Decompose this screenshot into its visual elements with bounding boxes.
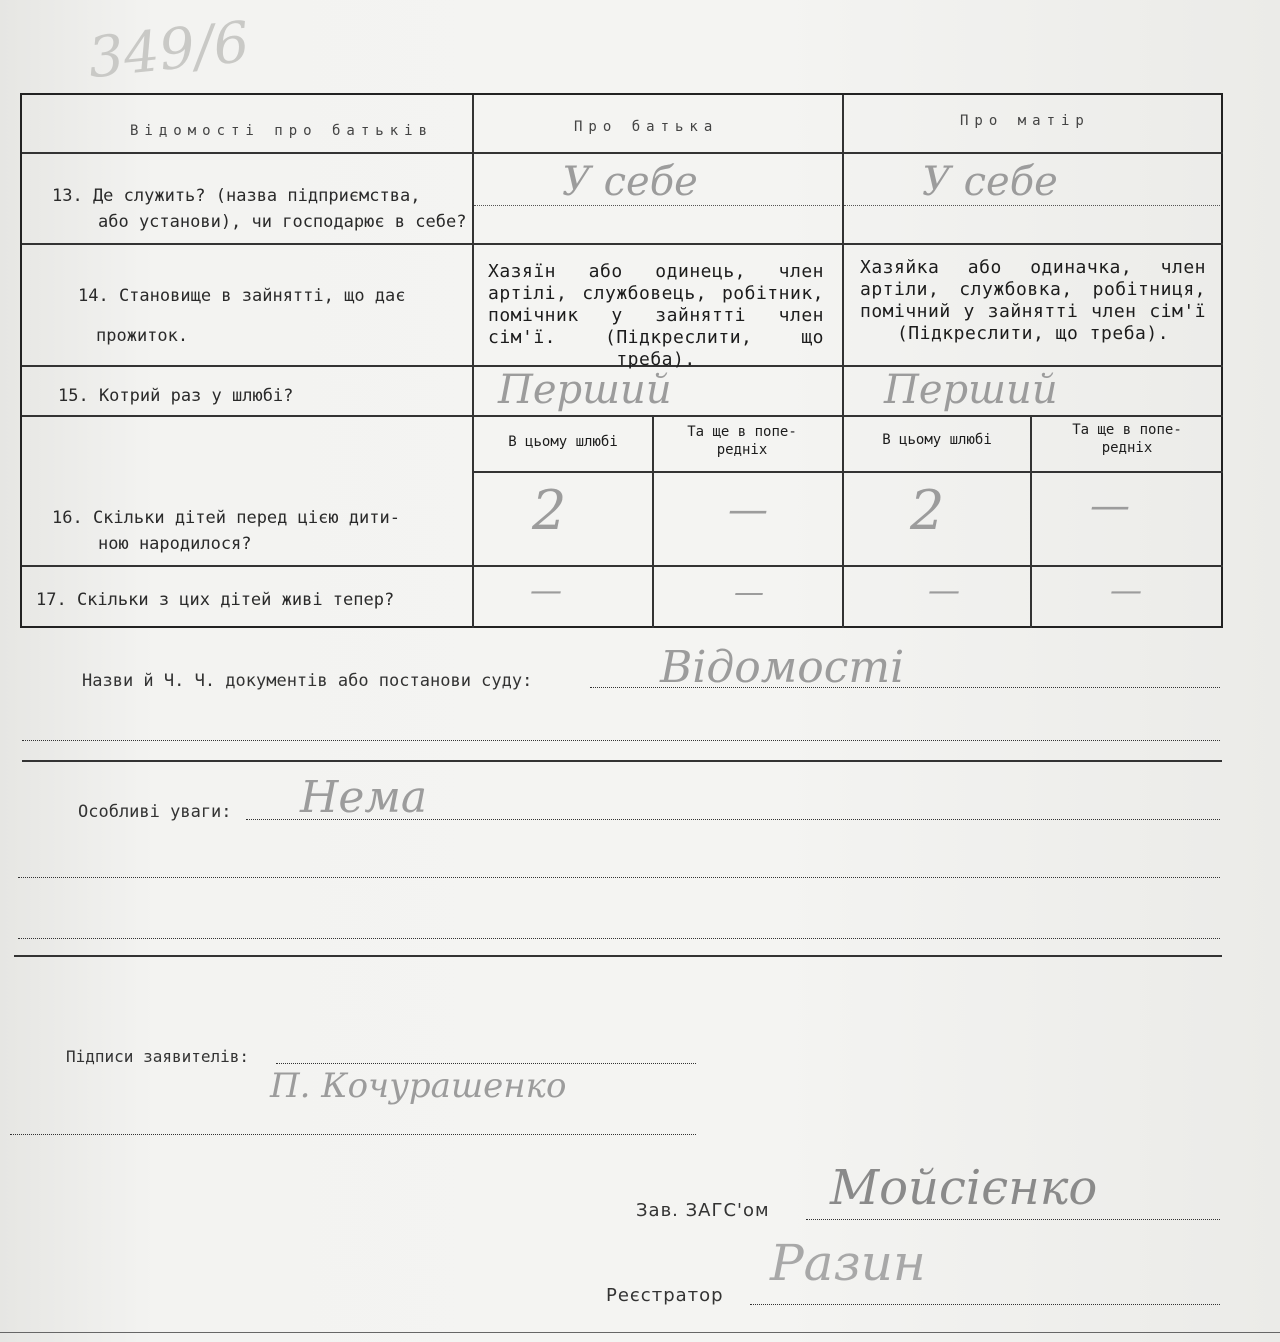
mother-occupation-options: Хазяйка або одиначка, член артіли, службовка, робітниця, помічний у зайнятті член сім'ї (Підкреслити, що треба). bbox=[860, 257, 1206, 344]
father-marriage-count: Перший bbox=[498, 367, 672, 413]
registrar-line bbox=[750, 1304, 1220, 1305]
mother-living-this-marriage: — bbox=[928, 571, 960, 609]
applicant-signatures-line-2 bbox=[10, 1134, 696, 1135]
page-bottom-edge bbox=[0, 1332, 1280, 1333]
mother-q13-dotline bbox=[844, 205, 1220, 206]
header-father: Про батька bbox=[574, 119, 719, 135]
registry-head-signature: Мойсієнко bbox=[830, 1160, 1098, 1216]
applicant-signatures-line-1 bbox=[276, 1063, 696, 1064]
col-divider-1 bbox=[472, 95, 474, 628]
mother-this-marriage-header: В цьому шлюбі bbox=[882, 432, 992, 448]
mother-prev-marriages-header-line1: Та ще в попе- bbox=[1072, 422, 1182, 438]
father-living-this-marriage: — bbox=[530, 571, 562, 609]
remarks-line-3 bbox=[18, 938, 1220, 939]
question-15: 15. Котрий раз у шлюбі? bbox=[58, 386, 294, 406]
remarks-label: Особливі уваги: bbox=[78, 802, 232, 822]
question-14-line1: 14. Становище в зайнятті, що дає bbox=[78, 286, 406, 306]
header-mother: Про матір bbox=[960, 113, 1090, 129]
col-divider-2 bbox=[842, 95, 844, 628]
row-line-sub-header bbox=[472, 471, 1223, 473]
row-line-header bbox=[22, 152, 1223, 154]
father-living-prev-marriages: — bbox=[734, 575, 764, 610]
documents-value: Відомості bbox=[660, 642, 905, 693]
parents-info-table bbox=[20, 93, 1223, 628]
applicant-signature: П. Кочурашенко bbox=[270, 1066, 567, 1106]
row-line-13 bbox=[22, 243, 1223, 245]
documents-section-rule bbox=[22, 760, 1222, 762]
registrar-signature: Разин bbox=[770, 1234, 926, 1292]
question-13-line2: або установи), чи господарює в себе? bbox=[98, 212, 467, 232]
question-16-line1: 16. Скільки дітей перед цією дити- bbox=[52, 508, 400, 528]
father-children-prev-marriages: — bbox=[728, 487, 768, 533]
registrar-label: Реєстратор bbox=[606, 1285, 724, 1306]
documents-label: Назви й Ч. Ч. документів або постанови суду: bbox=[82, 671, 533, 691]
row-line-16 bbox=[22, 565, 1223, 567]
applicant-signatures-label: Підписи заявителів: bbox=[66, 1047, 250, 1066]
row-line-15 bbox=[22, 415, 1223, 417]
question-14-line2: прожиток. bbox=[96, 326, 189, 346]
mother-prev-marriages-header-line2: редніх bbox=[1101, 440, 1153, 456]
registry-head-label: Зав. ЗАГС'ом bbox=[636, 1200, 770, 1221]
father-this-marriage-header: В цьому шлюбі bbox=[508, 434, 618, 450]
header-parents-info: Відомості про батьків bbox=[130, 123, 434, 139]
father-children-this-marriage: 2 bbox=[532, 479, 567, 542]
father-prev-marriages-header-line2: редніх bbox=[716, 442, 768, 458]
mother-workplace: У себе bbox=[922, 159, 1058, 205]
question-16-line2: ною народилося? bbox=[98, 534, 252, 554]
registry-head-line bbox=[806, 1219, 1220, 1220]
archive-note: 349/6 bbox=[85, 9, 253, 92]
remarks-section-rule bbox=[14, 955, 1222, 957]
father-workplace: У себе bbox=[562, 159, 698, 205]
documents-line-2 bbox=[22, 740, 1220, 741]
father-occupation-options: Хазяїн або одинець, член артілі, службовець, робітник, помічник у зайнятті член сім'ї. (Підкреслити, що треба). bbox=[488, 261, 824, 370]
remarks-line-2 bbox=[18, 877, 1220, 878]
father-q13-dotline bbox=[474, 205, 840, 206]
mother-living-prev-marriages: — bbox=[1110, 571, 1142, 609]
mother-marriage-count: Перший bbox=[884, 367, 1058, 413]
mother-children-prev-marriages: — bbox=[1090, 483, 1130, 529]
remarks-value: Нема bbox=[300, 772, 428, 823]
question-13-line1: 13. Де служить? (назва підприємства, bbox=[52, 186, 421, 206]
question-17: 17. Скільки з цих дітей живі тепер? bbox=[36, 590, 395, 610]
father-prev-marriages-header-line1: Та ще в попе- bbox=[687, 424, 797, 440]
mother-children-this-marriage: 2 bbox=[910, 479, 945, 542]
